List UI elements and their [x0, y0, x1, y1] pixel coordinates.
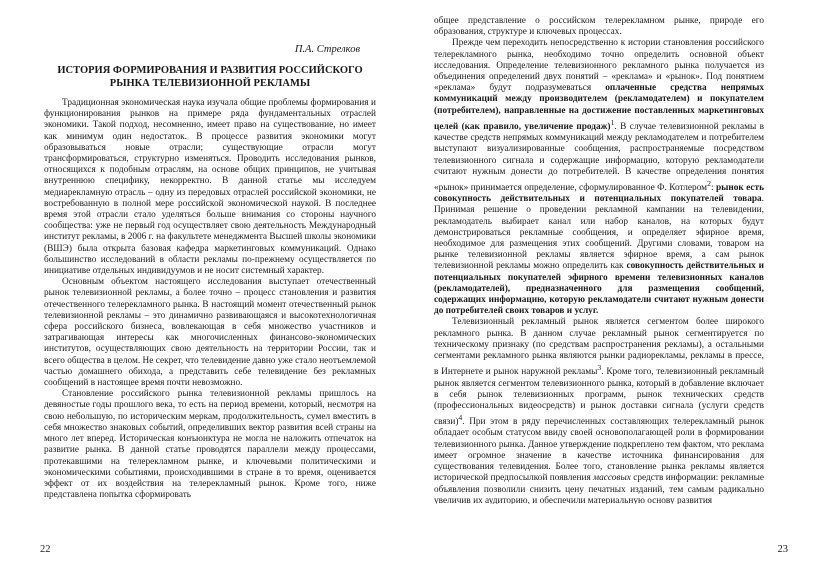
- emphasis: массовых: [593, 473, 631, 484]
- footnote-ref: 2: [707, 178, 711, 188]
- text-run: Прежде чем переходить непосредственно к истории становления российского телерекламного рынка, необходимо точно определить основной объект исследования. Определение телевизионного рекламного рынка получается из объединения определений двух понятий – «реклама» и «рынок». Под понятием «реклама» будут подразумеваться: [434, 38, 764, 94]
- definition-advertising: оплаченные средства непрямых коммуникаций между производителем (рекламодателем) и покупателем (потребителем), направленные на достижение поставленных маркетинговых целей (как правило, увеличение продаж): [434, 83, 764, 132]
- right-page: [410, 0, 820, 579]
- paragraph: Традиционная экономическая наука изучала общие проблемы формирования и функционирования рынков на примере ряда фундаментальных отраслей экономики. Такой подход, несомненно, имеет право на существование, но имеет как минимум один недостаток. В процессе развития экономики могут образовываться новые отрасли; существующие отрасли могут трансформироваться, структурно изменяться. Проводить исследования рынков, относящихся к подобным отраслям, на основе общих принципов, не учитывая внутреннюю специфику, некорректно. В данной статье мы исследуем медиарекламную отрасль – одну из передовых отраслей российской экономики, не востребованную в полной мере российской экономической наукой. В последнее время этой отрасли стало уделяться больше внимания со стороны научного сообщества: уже не первый год осуществляет свою деятельность Международный институт рекламы, в 2006 г. на факультете менеджмента Высшей школы экономики (ВШЭ) была открыта базовая кафедра маркетинговых коммуникаций. Однако большинство исследований в области рекламы по-прежнему осуществляется по инициативе отдельных индивидуумов и не носит системный характер.: [44, 98, 376, 277]
- text-run: :: [710, 183, 716, 194]
- text-run: Телевизионный рекламный рынок является сегментом более широкого рекламного рынка. В данном случае рекламный рынок сегментируется по техническому признаку (по средствам распространения рекламы), а остальными сегментами рекламного рынка являются рынки радиорекламы, рекламы в прессе, в Интернете и рынок наружной рекламы: [434, 317, 764, 378]
- left-column: [44, 98, 376, 502]
- text-run: средств информации: рекламные объявления позволили снизить цену печатных изданий, тем самым радикально увеличив их аудиторию, и обеспечили материальную основу развития: [434, 473, 764, 504]
- text-run: . Принимая решение о проведении рекламной кампании на телевидении, рекламодатель выбирает канал или набор каналов, на которых будут демонстрироваться рекламные сообщения, и определяет эфирное время, необходимое для размещения этих сообщений. Другими словами, товаром на рынке телевизионной рекламы является эфирное время, а сам рынок телевизионной рекламы можно определить как: [434, 194, 764, 272]
- definition-tv-ad-market: совокупность действительных и потенциальных покупателей эфирного времени телевизионных каналов (рекламодателей), предназначенного для размещения сообщений, содержащих информацию, которую рекламодатели считают нужным донести до потребителей своих товаров и услуг.: [434, 261, 764, 317]
- page-number: 22: [40, 544, 51, 555]
- footnote-ref: 3: [597, 363, 602, 373]
- paragraph-continued: общее представление о российском телерекламном рынке, природе его образования, структуре и ключевых процессах.: [434, 16, 764, 38]
- footnote-ref: 1: [610, 117, 615, 127]
- right-column: [434, 16, 764, 504]
- text-run: . Кроме того, телевизионный рекламный рынок является сегментом телевизионного рынка, который в добавление включает в себя рынок телевизионных программ, рынок технических средств (профессиональных видеосредств) и рынок доставки сигнала (услуги средств связи): [434, 367, 764, 428]
- article-author: П.А. Стрелков: [294, 44, 360, 55]
- paragraph: Основным объектом настоящего исследования выступает отечественный рынок телевизионной рекламы, а более точно – процесс становления и развития отечественного телерекламного рынка. В настоящий момент отечественный рынок телевизионной рекламы – это динамично развивающаяся и высокотехнологичная сфера российского бизнеса, вовлекающая в себя множество участников и затрагивающая интересы как многочисленных финансово-экономических институтов, осуществляющих свою деятельность на территории России, так и всего общества в целом. Не секрет, что телевидение давно уже стало неотъемлемой частью домашнего обихода, а представить себе телевидение без рекламных сообщений в настоящее время почти невозможно.: [44, 277, 376, 389]
- text-run: . При этом в ряду перечисленных составляющих телерекламный рынок обладает особым статусом ввиду своей основополагающей роли в формировании телевизионного рынка. Данное утверждение подкреплено тем фактом, что реклама имеет огромное значение в качестве источника финансирования для существования телевидения. Более того, становление рынка рекламы является исторической предпосылкой появления: [434, 417, 764, 484]
- page-number: 23: [777, 544, 788, 555]
- paragraph: Становление российского рынка телевизионной рекламы пришлось на девяностые годы прошлого века, то есть на период времени, который, несмотря на свою небольшую, по историческим меркам, продолжительность, сумел вместить в себя множество знаковых событий, определивших вектор развития всей страны на много лет вперед. Историческая конъюнктура не могла не наложить отпечаток на развитие рынка. В данной статье проводятся параллели между процессами, протекавшими на телерекламном рынке, и ключевыми политическими и экономическими событиями, происходившими в стране в то время, оценивается эффект от их воздействия на телерекламный рынок. Кроме того, ниже представлена попытка сформировать: [44, 389, 376, 501]
- paragraph: [434, 38, 764, 317]
- definition-market: рынок есть совокупность действительных и потенциальных покупателей товара: [434, 183, 764, 205]
- paragraph: [434, 317, 764, 504]
- text-run: . В случае телевизионной рекламы в качестве средств непрямых коммуникаций между рекламодателем и потребителем выступают визуализированные сообщения, распространяемые посредством телевизионного сигнала и содержащие информацию, которую рекламодатели считают нужным донести до потребителей. В качестве определения понятия «рынок» принимается определение, сформулированное Ф. Котлером: [434, 121, 764, 194]
- article-title: ИСТОРИЯ ФОРМИРОВАНИЯ И РАЗВИТИЯ РОССИЙСКОГО РЫНКА ТЕЛЕВИЗИОННОЙ РЕКЛАМЫ: [57, 65, 363, 89]
- footnote-ref: 4: [458, 413, 463, 423]
